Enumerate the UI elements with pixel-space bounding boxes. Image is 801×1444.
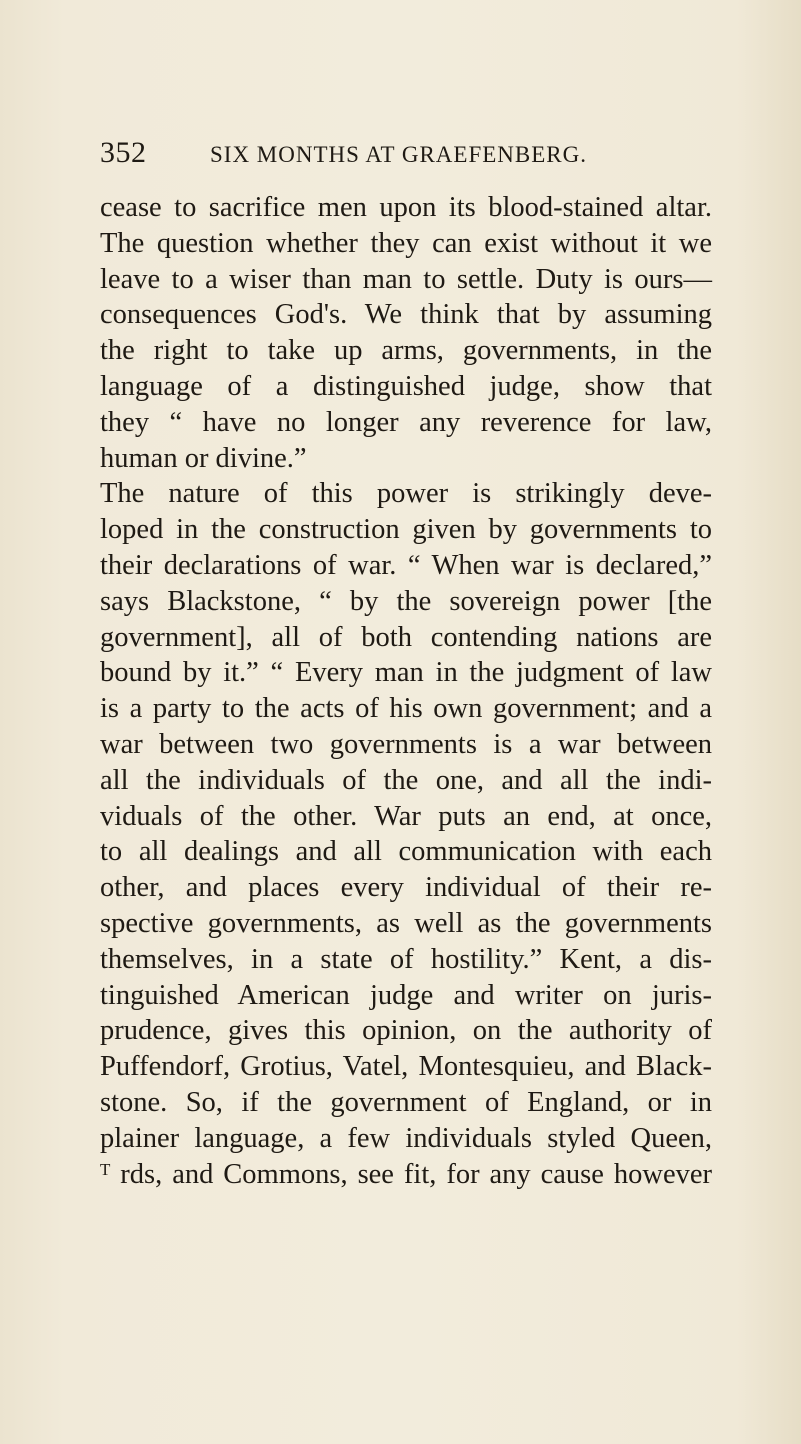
text-line: to all dealings and all communication with each	[100, 836, 712, 868]
text-line: loped in the construction given by governments to	[100, 514, 712, 546]
running-title: SIX MONTHS AT GRAEFENBERG.	[210, 142, 588, 167]
text-line: prudence, gives this opinion, on the authority of	[100, 1015, 712, 1047]
text-line: viduals of the other. War puts an end, at once,	[100, 800, 712, 832]
text-line: the right to take up arms, governments, in the	[100, 335, 712, 367]
text-line: bound by it.” “ Every man in the judgment of law	[100, 657, 712, 689]
text-line: The question whether they can exist without it we	[100, 227, 712, 259]
text-line: cease to sacrifice men upon its blood-stained altar.	[100, 192, 712, 223]
text-line: ᵀ rds, and Commons, see fit, for any cause however	[100, 1158, 712, 1190]
text-line: The nature of this power is strikingly deve-	[100, 478, 712, 510]
text-line: they “ have no longer any reverence for law,	[100, 406, 712, 438]
text-line: Puffendorf, Grotius, Vatel, Montesquieu, and Black-	[100, 1051, 712, 1083]
text-line: stone. So, if the government of England, or in	[100, 1086, 712, 1118]
body-text	[100, 190, 712, 1192]
text-line: human or divine.”	[100, 442, 307, 474]
text-line: other, and places every individual of their re-	[100, 872, 712, 904]
text-line: plainer language, a few individuals styled Queen,	[100, 1122, 712, 1154]
text-line: spective governments, as well as the governments	[100, 907, 712, 939]
text-line: all the individuals of the one, and all the indi-	[100, 764, 712, 796]
text-line: says Blackstone, “ by the sovereign power [the	[100, 585, 712, 617]
text-line: their declarations of war. “ When war is declared,”	[100, 549, 712, 581]
text-line: is a party to the acts of his own government; and a	[100, 693, 712, 725]
text-line: tinguished American judge and writer on juris-	[100, 979, 712, 1011]
page-header	[100, 136, 700, 176]
text-line: war between two governments is a war between	[100, 728, 712, 760]
text-line: themselves, in a state of hostility.” Kent, a dis-	[100, 943, 712, 975]
text-line: government], all of both contending nations are	[100, 621, 712, 653]
text-line: consequences God's. We think that by assuming	[100, 299, 712, 331]
text-line: leave to a wiser than man to settle. Duty is ours—	[100, 263, 712, 295]
page-number: 352	[100, 136, 147, 169]
text-line: language of a distinguished judge, show that	[100, 370, 712, 402]
